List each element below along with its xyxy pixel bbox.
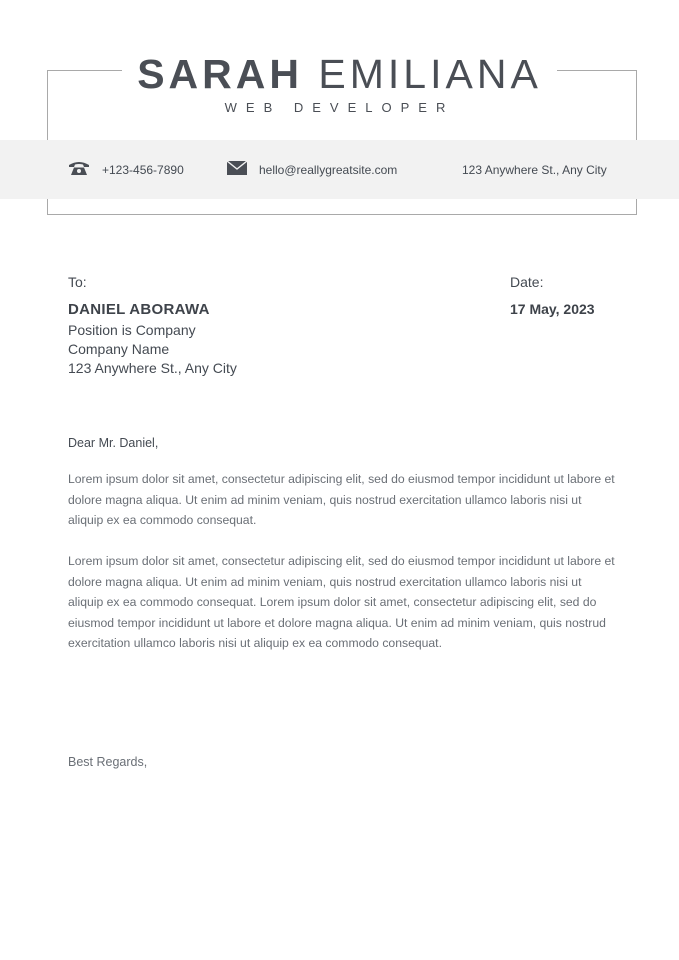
letter-paragraph: Lorem ipsum dolor sit amet, consectetur adipiscing elit, sed do eiusmod tempor incididunt ut labore et dolore magna aliqua. Ut enim ad minim veniam, quis nostrud exercitation ullamco laboris nisi ut aliquip ex ea commodo consequat. Lorem ipsum dolor sit amet, consectetur adipiscing elit, sed do eiusmod tempor incididunt ut labore et dolore magna aliqua. Ut enim ad minim veniam, quis nostrud exercitation ullamco laboris nisi ut aliquip ex ea commodo consequat. — [68, 554, 615, 650]
last-name: EMILIANA — [318, 51, 542, 97]
address-text: 123 Anywhere St., Any City — [462, 162, 607, 177]
contact-band — [0, 140, 679, 199]
date-label: Date: — [510, 274, 544, 290]
contact-address — [462, 140, 607, 199]
first-name: SARAH — [137, 51, 303, 97]
contact-email — [227, 140, 397, 199]
name-heading — [122, 50, 557, 98]
letter-closing: Best Regards, — [68, 755, 148, 769]
email-text: hello@reallygreatsite.com — [259, 162, 398, 177]
job-title: WEB DEVELOPER — [224, 100, 455, 115]
recipient-company: Company Name — [68, 341, 170, 357]
letter-date: 17 May, 2023 — [510, 301, 595, 317]
recipient-name: DANIEL ABORAWA — [68, 301, 210, 318]
to-label: To: — [68, 274, 87, 290]
recipient-position: Position is Company — [68, 322, 196, 338]
recipient-address: 123 Anywhere St., Any City — [68, 360, 237, 376]
phone-icon — [68, 160, 90, 179]
phone-text: +123-456-7890 — [102, 162, 184, 177]
letter-paragraph: Lorem ipsum dolor sit amet, consectetur adipiscing elit, sed do eiusmod tempor incididunt ut labore et dolore magna aliqua. Ut enim ad minim veniam, quis nostrud exercitation ullamco laboris nisi ut aliquip ex ea commodo consequat. — [68, 472, 615, 527]
envelope-icon — [227, 161, 247, 178]
contact-phone — [68, 140, 184, 199]
letter-greeting: Dear Mr. Daniel, — [68, 436, 159, 450]
